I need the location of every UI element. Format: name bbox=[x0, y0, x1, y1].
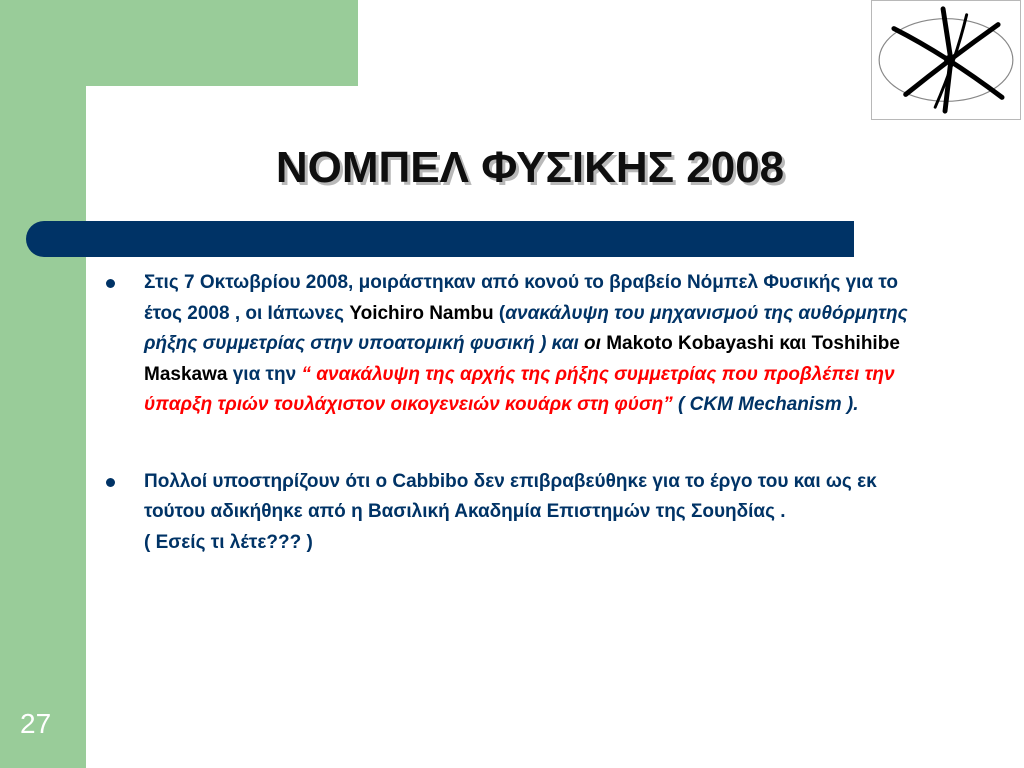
left-green-band bbox=[0, 0, 86, 768]
run-cabibbo-intro: Πολλοί υποστηρίζουν ότι ο bbox=[144, 470, 393, 492]
title-underline-bar bbox=[26, 221, 854, 257]
slide-body bbox=[100, 268, 930, 558]
bullet-nobel-2008 bbox=[100, 268, 930, 421]
slide-number: 27 bbox=[20, 708, 52, 739]
run-nambu-discovery: ανακάλυψη του μηχανισμού της αυθόρμητης ρήξης συμμετρίας στην υποατομική φυσική ) και bbox=[144, 302, 908, 354]
atom-logo bbox=[871, 0, 1021, 120]
run-intro: Στις 7 Οκτωβρίου 2008, μοιράστηκαν από κονού το βραβείο Νόμπελ Φυσικής για το έτος 2008 , οι Ιάπωνες bbox=[144, 272, 898, 324]
run-nambu: Yoichiro Nambu bbox=[349, 302, 494, 324]
run-gia-tin: για την bbox=[227, 363, 302, 385]
run-maskawa: Toshihibe Maskawa bbox=[144, 333, 900, 385]
run-cabibbo-name: Cabbibo bbox=[392, 470, 469, 492]
closing-question: ( Εσείς τι λέτε??? ) bbox=[144, 531, 313, 553]
run-ckm-mechanism: ( CKM Mechanism ). bbox=[678, 394, 859, 415]
run-oi: οι bbox=[584, 333, 601, 354]
atom-icon bbox=[872, 1, 1020, 119]
run-ckm-discovery: “ ανακάλυψη της αρχής της ρήξης συμμετρίας που προβλέπει την ύπαρξη τριών τουλάχιστον οικογενειών κουάρκ στη φύση” bbox=[144, 363, 895, 415]
run-kai: και bbox=[779, 333, 807, 354]
top-green-band bbox=[0, 0, 358, 86]
bullet-dot bbox=[106, 279, 115, 288]
run-kobayashi: Makoto Kobayashi bbox=[600, 333, 780, 354]
bullet-dot bbox=[106, 478, 115, 487]
run-open-paren: ( bbox=[493, 302, 506, 324]
run-cabibbo-rest: δεν επιβραβεύθηκε για το έργο του και ως εκ τούτου αδικήθηκε από η Βασιλική Ακαδημία Επιστημών της Σουηδίας . bbox=[144, 470, 877, 522]
bullet-cabibbo bbox=[100, 467, 930, 528]
slide-title: ΝΟΜΠΕΛ ΦΥΣΙΚΗΣ 2008 bbox=[275, 143, 785, 192]
